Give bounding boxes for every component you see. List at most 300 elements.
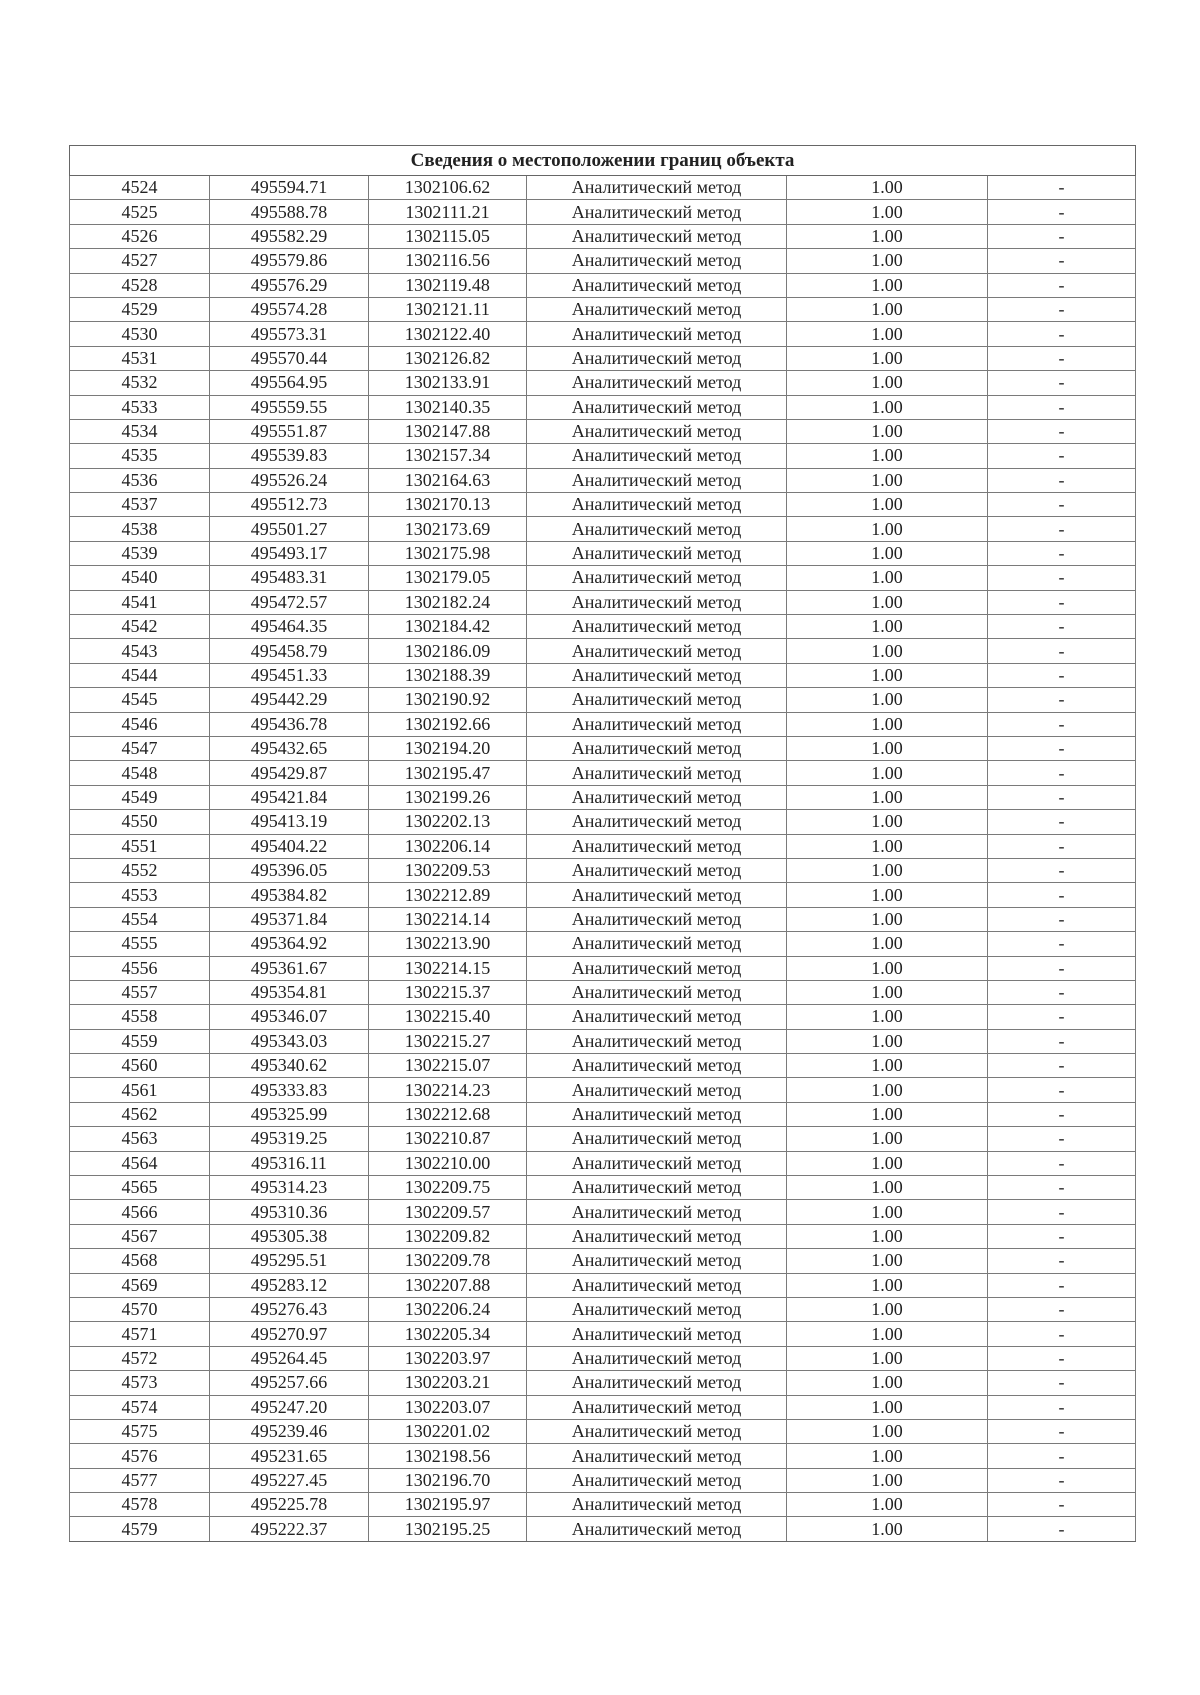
table-row	[70, 956, 1136, 980]
accuracy-cell: 1.00	[787, 956, 988, 980]
accuracy-cell: 1.00	[787, 1151, 988, 1175]
description-cell: -	[988, 761, 1136, 785]
x-coordinate-cell: 495421.84	[210, 785, 369, 809]
method-cell: Аналитический метод	[527, 493, 787, 517]
description-cell: -	[988, 980, 1136, 1004]
description-cell: -	[988, 371, 1136, 395]
accuracy-cell: 1.00	[787, 297, 988, 321]
description-cell: -	[988, 1005, 1136, 1029]
point-number-cell: 4579	[70, 1517, 210, 1541]
accuracy-cell: 1.00	[787, 1346, 988, 1370]
method-cell: Аналитический метод	[527, 1297, 787, 1321]
table-row	[70, 176, 1136, 200]
table-row	[70, 1054, 1136, 1078]
accuracy-cell: 1.00	[787, 273, 988, 297]
method-cell: Аналитический метод	[527, 1371, 787, 1395]
accuracy-cell: 1.00	[787, 785, 988, 809]
description-cell: -	[988, 419, 1136, 443]
method-cell: Аналитический метод	[527, 688, 787, 712]
accuracy-cell: 1.00	[787, 736, 988, 760]
accuracy-cell: 1.00	[787, 468, 988, 492]
accuracy-cell: 1.00	[787, 1371, 988, 1395]
description-cell: -	[988, 1517, 1136, 1541]
x-coordinate-cell: 495343.03	[210, 1029, 369, 1053]
y-coordinate-cell: 1302184.42	[369, 615, 527, 639]
description-cell: -	[988, 1371, 1136, 1395]
table-row	[70, 517, 1136, 541]
x-coordinate-cell: 495483.31	[210, 566, 369, 590]
accuracy-cell: 1.00	[787, 615, 988, 639]
x-coordinate-cell: 495227.45	[210, 1468, 369, 1492]
point-number-cell: 4544	[70, 663, 210, 687]
x-coordinate-cell: 495512.73	[210, 493, 369, 517]
table-row	[70, 273, 1136, 297]
y-coordinate-cell: 1302122.40	[369, 322, 527, 346]
point-number-cell: 4576	[70, 1444, 210, 1468]
y-coordinate-cell: 1302209.75	[369, 1176, 527, 1200]
point-number-cell: 4531	[70, 346, 210, 370]
point-number-cell: 4549	[70, 785, 210, 809]
accuracy-cell: 1.00	[787, 810, 988, 834]
y-coordinate-cell: 1302214.14	[369, 907, 527, 931]
x-coordinate-cell: 495594.71	[210, 176, 369, 200]
y-coordinate-cell: 1302203.07	[369, 1395, 527, 1419]
x-coordinate-cell: 495574.28	[210, 297, 369, 321]
point-number-cell: 4555	[70, 932, 210, 956]
method-cell: Аналитический метод	[527, 639, 787, 663]
point-number-cell: 4533	[70, 395, 210, 419]
boundary-coordinates-table	[69, 145, 1136, 1542]
description-cell: -	[988, 1054, 1136, 1078]
point-number-cell: 4532	[70, 371, 210, 395]
accuracy-cell: 1.00	[787, 1395, 988, 1419]
x-coordinate-cell: 495472.57	[210, 590, 369, 614]
accuracy-cell: 1.00	[787, 1249, 988, 1273]
x-coordinate-cell: 495551.87	[210, 419, 369, 443]
table-row	[70, 1078, 1136, 1102]
method-cell: Аналитический метод	[527, 1493, 787, 1517]
table-row	[70, 712, 1136, 736]
y-coordinate-cell: 1302215.40	[369, 1005, 527, 1029]
method-cell: Аналитический метод	[527, 371, 787, 395]
point-number-cell: 4566	[70, 1200, 210, 1224]
table-row	[70, 1127, 1136, 1151]
method-cell: Аналитический метод	[527, 590, 787, 614]
point-number-cell: 4538	[70, 517, 210, 541]
table-row	[70, 1029, 1136, 1053]
point-number-cell: 4553	[70, 883, 210, 907]
method-cell: Аналитический метод	[527, 785, 787, 809]
description-cell: -	[988, 1151, 1136, 1175]
accuracy-cell: 1.00	[787, 1029, 988, 1053]
accuracy-cell: 1.00	[787, 517, 988, 541]
description-cell: -	[988, 1249, 1136, 1273]
y-coordinate-cell: 1302202.13	[369, 810, 527, 834]
x-coordinate-cell: 495314.23	[210, 1176, 369, 1200]
table-row	[70, 858, 1136, 882]
y-coordinate-cell: 1302210.87	[369, 1127, 527, 1151]
point-number-cell: 4526	[70, 224, 210, 248]
y-coordinate-cell: 1302209.57	[369, 1200, 527, 1224]
y-coordinate-cell: 1302209.53	[369, 858, 527, 882]
table-row	[70, 1322, 1136, 1346]
x-coordinate-cell: 495276.43	[210, 1297, 369, 1321]
point-number-cell: 4568	[70, 1249, 210, 1273]
table-row	[70, 566, 1136, 590]
point-number-cell: 4557	[70, 980, 210, 1004]
y-coordinate-cell: 1302170.13	[369, 493, 527, 517]
y-coordinate-cell: 1302182.24	[369, 590, 527, 614]
y-coordinate-cell: 1302157.34	[369, 444, 527, 468]
y-coordinate-cell: 1302203.97	[369, 1346, 527, 1370]
y-coordinate-cell: 1302111.21	[369, 200, 527, 224]
x-coordinate-cell: 495573.31	[210, 322, 369, 346]
description-cell: -	[988, 810, 1136, 834]
description-cell: -	[988, 1200, 1136, 1224]
y-coordinate-cell: 1302215.27	[369, 1029, 527, 1053]
accuracy-cell: 1.00	[787, 1468, 988, 1492]
accuracy-cell: 1.00	[787, 663, 988, 687]
accuracy-cell: 1.00	[787, 566, 988, 590]
point-number-cell: 4542	[70, 615, 210, 639]
table-row	[70, 810, 1136, 834]
method-cell: Аналитический метод	[527, 395, 787, 419]
y-coordinate-cell: 1302215.37	[369, 980, 527, 1004]
accuracy-cell: 1.00	[787, 834, 988, 858]
accuracy-cell: 1.00	[787, 1102, 988, 1126]
table-row	[70, 1005, 1136, 1029]
accuracy-cell: 1.00	[787, 493, 988, 517]
method-cell: Аналитический метод	[527, 736, 787, 760]
table-row	[70, 419, 1136, 443]
y-coordinate-cell: 1302188.39	[369, 663, 527, 687]
table-row	[70, 1151, 1136, 1175]
accuracy-cell: 1.00	[787, 1297, 988, 1321]
method-cell: Аналитический метод	[527, 1078, 787, 1102]
description-cell: -	[988, 639, 1136, 663]
method-cell: Аналитический метод	[527, 444, 787, 468]
point-number-cell: 4573	[70, 1371, 210, 1395]
method-cell: Аналитический метод	[527, 1127, 787, 1151]
point-number-cell: 4529	[70, 297, 210, 321]
description-cell: -	[988, 346, 1136, 370]
description-cell: -	[988, 932, 1136, 956]
x-coordinate-cell: 495579.86	[210, 249, 369, 273]
method-cell: Аналитический метод	[527, 224, 787, 248]
x-coordinate-cell: 495451.33	[210, 663, 369, 687]
description-cell: -	[988, 541, 1136, 565]
x-coordinate-cell: 495501.27	[210, 517, 369, 541]
description-cell: -	[988, 785, 1136, 809]
y-coordinate-cell: 1302133.91	[369, 371, 527, 395]
description-cell: -	[988, 1493, 1136, 1517]
point-number-cell: 4541	[70, 590, 210, 614]
method-cell: Аналитический метод	[527, 834, 787, 858]
table-row	[70, 249, 1136, 273]
table-row	[70, 1419, 1136, 1443]
x-coordinate-cell: 495361.67	[210, 956, 369, 980]
description-cell: -	[988, 1273, 1136, 1297]
accuracy-cell: 1.00	[787, 1224, 988, 1248]
x-coordinate-cell: 495316.11	[210, 1151, 369, 1175]
table-row	[70, 468, 1136, 492]
x-coordinate-cell: 495305.38	[210, 1224, 369, 1248]
point-number-cell: 4571	[70, 1322, 210, 1346]
x-coordinate-cell: 495225.78	[210, 1493, 369, 1517]
y-coordinate-cell: 1302206.14	[369, 834, 527, 858]
point-number-cell: 4554	[70, 907, 210, 931]
x-coordinate-cell: 495564.95	[210, 371, 369, 395]
table-row	[70, 493, 1136, 517]
point-number-cell: 4570	[70, 1297, 210, 1321]
table-row	[70, 395, 1136, 419]
description-cell: -	[988, 1419, 1136, 1443]
y-coordinate-cell: 1302195.25	[369, 1517, 527, 1541]
description-cell: -	[988, 1346, 1136, 1370]
description-cell: -	[988, 322, 1136, 346]
accuracy-cell: 1.00	[787, 590, 988, 614]
point-number-cell: 4528	[70, 273, 210, 297]
x-coordinate-cell: 495493.17	[210, 541, 369, 565]
y-coordinate-cell: 1302196.70	[369, 1468, 527, 1492]
table-row	[70, 1371, 1136, 1395]
x-coordinate-cell: 495239.46	[210, 1419, 369, 1443]
y-coordinate-cell: 1302209.78	[369, 1249, 527, 1273]
table-row	[70, 1346, 1136, 1370]
table-row	[70, 541, 1136, 565]
method-cell: Аналитический метод	[527, 883, 787, 907]
y-coordinate-cell: 1302115.05	[369, 224, 527, 248]
accuracy-cell: 1.00	[787, 200, 988, 224]
y-coordinate-cell: 1302209.82	[369, 1224, 527, 1248]
point-number-cell: 4527	[70, 249, 210, 273]
description-cell: -	[988, 200, 1136, 224]
method-cell: Аналитический метод	[527, 1273, 787, 1297]
accuracy-cell: 1.00	[787, 176, 988, 200]
x-coordinate-cell: 495404.22	[210, 834, 369, 858]
table-row	[70, 1395, 1136, 1419]
point-number-cell: 4551	[70, 834, 210, 858]
x-coordinate-cell: 495247.20	[210, 1395, 369, 1419]
x-coordinate-cell: 495559.55	[210, 395, 369, 419]
accuracy-cell: 1.00	[787, 249, 988, 273]
description-cell: -	[988, 273, 1136, 297]
accuracy-cell: 1.00	[787, 1273, 988, 1297]
method-cell: Аналитический метод	[527, 1102, 787, 1126]
y-coordinate-cell: 1302147.88	[369, 419, 527, 443]
x-coordinate-cell: 495570.44	[210, 346, 369, 370]
table-row	[70, 883, 1136, 907]
description-cell: -	[988, 1468, 1136, 1492]
description-cell: -	[988, 1444, 1136, 1468]
point-number-cell: 4577	[70, 1468, 210, 1492]
description-cell: -	[988, 444, 1136, 468]
table-row	[70, 1468, 1136, 1492]
x-coordinate-cell: 495442.29	[210, 688, 369, 712]
x-coordinate-cell: 495396.05	[210, 858, 369, 882]
accuracy-cell: 1.00	[787, 541, 988, 565]
y-coordinate-cell: 1302213.90	[369, 932, 527, 956]
description-cell: -	[988, 224, 1136, 248]
x-coordinate-cell: 495588.78	[210, 200, 369, 224]
point-number-cell: 4548	[70, 761, 210, 785]
table-title: Сведения о местоположении границ объекта	[70, 146, 1136, 176]
description-cell: -	[988, 1322, 1136, 1346]
point-number-cell: 4534	[70, 419, 210, 443]
method-cell: Аналитический метод	[527, 1249, 787, 1273]
method-cell: Аналитический метод	[527, 956, 787, 980]
x-coordinate-cell: 495333.83	[210, 1078, 369, 1102]
description-cell: -	[988, 517, 1136, 541]
x-coordinate-cell: 495384.82	[210, 883, 369, 907]
accuracy-cell: 1.00	[787, 1322, 988, 1346]
method-cell: Аналитический метод	[527, 980, 787, 1004]
y-coordinate-cell: 1302194.20	[369, 736, 527, 760]
table-row	[70, 639, 1136, 663]
table-row	[70, 1200, 1136, 1224]
point-number-cell: 4575	[70, 1419, 210, 1443]
description-cell: -	[988, 736, 1136, 760]
point-number-cell: 4559	[70, 1029, 210, 1053]
accuracy-cell: 1.00	[787, 1419, 988, 1443]
description-cell: -	[988, 1102, 1136, 1126]
y-coordinate-cell: 1302212.68	[369, 1102, 527, 1126]
table-body	[70, 176, 1136, 1542]
table-row	[70, 322, 1136, 346]
method-cell: Аналитический метод	[527, 932, 787, 956]
accuracy-cell: 1.00	[787, 883, 988, 907]
document-page	[69, 145, 1135, 1542]
y-coordinate-cell: 1302195.97	[369, 1493, 527, 1517]
method-cell: Аналитический метод	[527, 297, 787, 321]
y-coordinate-cell: 1302214.15	[369, 956, 527, 980]
x-coordinate-cell: 495270.97	[210, 1322, 369, 1346]
method-cell: Аналитический метод	[527, 615, 787, 639]
table-row	[70, 444, 1136, 468]
table-row	[70, 1249, 1136, 1273]
point-number-cell: 4563	[70, 1127, 210, 1151]
x-coordinate-cell: 495310.36	[210, 1200, 369, 1224]
y-coordinate-cell: 1302164.63	[369, 468, 527, 492]
x-coordinate-cell: 495413.19	[210, 810, 369, 834]
x-coordinate-cell: 495371.84	[210, 907, 369, 931]
accuracy-cell: 1.00	[787, 688, 988, 712]
description-cell: -	[988, 1029, 1136, 1053]
description-cell: -	[988, 712, 1136, 736]
method-cell: Аналитический метод	[527, 1444, 787, 1468]
accuracy-cell: 1.00	[787, 1493, 988, 1517]
x-coordinate-cell: 495458.79	[210, 639, 369, 663]
method-cell: Аналитический метод	[527, 907, 787, 931]
accuracy-cell: 1.00	[787, 346, 988, 370]
table-row	[70, 1297, 1136, 1321]
description-cell: -	[988, 907, 1136, 931]
table-title-row	[70, 146, 1136, 176]
description-cell: -	[988, 1395, 1136, 1419]
method-cell: Аналитический метод	[527, 761, 787, 785]
method-cell: Аналитический метод	[527, 1322, 787, 1346]
point-number-cell: 4567	[70, 1224, 210, 1248]
accuracy-cell: 1.00	[787, 1054, 988, 1078]
description-cell: -	[988, 883, 1136, 907]
table-row	[70, 1176, 1136, 1200]
method-cell: Аналитический метод	[527, 566, 787, 590]
point-number-cell: 4565	[70, 1176, 210, 1200]
y-coordinate-cell: 1302203.21	[369, 1371, 527, 1395]
y-coordinate-cell: 1302195.47	[369, 761, 527, 785]
description-cell: -	[988, 1127, 1136, 1151]
method-cell: Аналитический метод	[527, 712, 787, 736]
table-row	[70, 785, 1136, 809]
description-cell: -	[988, 615, 1136, 639]
description-cell: -	[988, 468, 1136, 492]
description-cell: -	[988, 590, 1136, 614]
table-row	[70, 1224, 1136, 1248]
y-coordinate-cell: 1302126.82	[369, 346, 527, 370]
point-number-cell: 4569	[70, 1273, 210, 1297]
table-row	[70, 224, 1136, 248]
accuracy-cell: 1.00	[787, 1127, 988, 1151]
x-coordinate-cell: 495257.66	[210, 1371, 369, 1395]
description-cell: -	[988, 688, 1136, 712]
method-cell: Аналитический метод	[527, 346, 787, 370]
point-number-cell: 4539	[70, 541, 210, 565]
method-cell: Аналитический метод	[527, 1176, 787, 1200]
method-cell: Аналитический метод	[527, 517, 787, 541]
method-cell: Аналитический метод	[527, 419, 787, 443]
table-row	[70, 980, 1136, 1004]
y-coordinate-cell: 1302199.26	[369, 785, 527, 809]
method-cell: Аналитический метод	[527, 273, 787, 297]
method-cell: Аналитический метод	[527, 1224, 787, 1248]
table-row	[70, 907, 1136, 931]
point-number-cell: 4562	[70, 1102, 210, 1126]
accuracy-cell: 1.00	[787, 712, 988, 736]
accuracy-cell: 1.00	[787, 907, 988, 931]
x-coordinate-cell: 495464.35	[210, 615, 369, 639]
accuracy-cell: 1.00	[787, 224, 988, 248]
y-coordinate-cell: 1302186.09	[369, 639, 527, 663]
method-cell: Аналитический метод	[527, 1468, 787, 1492]
table-row	[70, 346, 1136, 370]
description-cell: -	[988, 956, 1136, 980]
table-row	[70, 615, 1136, 639]
accuracy-cell: 1.00	[787, 419, 988, 443]
point-number-cell: 4560	[70, 1054, 210, 1078]
y-coordinate-cell: 1302175.98	[369, 541, 527, 565]
table-row	[70, 1273, 1136, 1297]
method-cell: Аналитический метод	[527, 468, 787, 492]
y-coordinate-cell: 1302210.00	[369, 1151, 527, 1175]
description-cell: -	[988, 1297, 1136, 1321]
point-number-cell: 4561	[70, 1078, 210, 1102]
method-cell: Аналитический метод	[527, 810, 787, 834]
table-row	[70, 761, 1136, 785]
method-cell: Аналитический метод	[527, 1029, 787, 1053]
accuracy-cell: 1.00	[787, 322, 988, 346]
accuracy-cell: 1.00	[787, 1200, 988, 1224]
point-number-cell: 4564	[70, 1151, 210, 1175]
y-coordinate-cell: 1302206.24	[369, 1297, 527, 1321]
description-cell: -	[988, 395, 1136, 419]
method-cell: Аналитический метод	[527, 176, 787, 200]
table-row	[70, 932, 1136, 956]
table-row	[70, 1517, 1136, 1541]
table-row	[70, 590, 1136, 614]
description-cell: -	[988, 249, 1136, 273]
method-cell: Аналитический метод	[527, 1200, 787, 1224]
table-row	[70, 1444, 1136, 1468]
